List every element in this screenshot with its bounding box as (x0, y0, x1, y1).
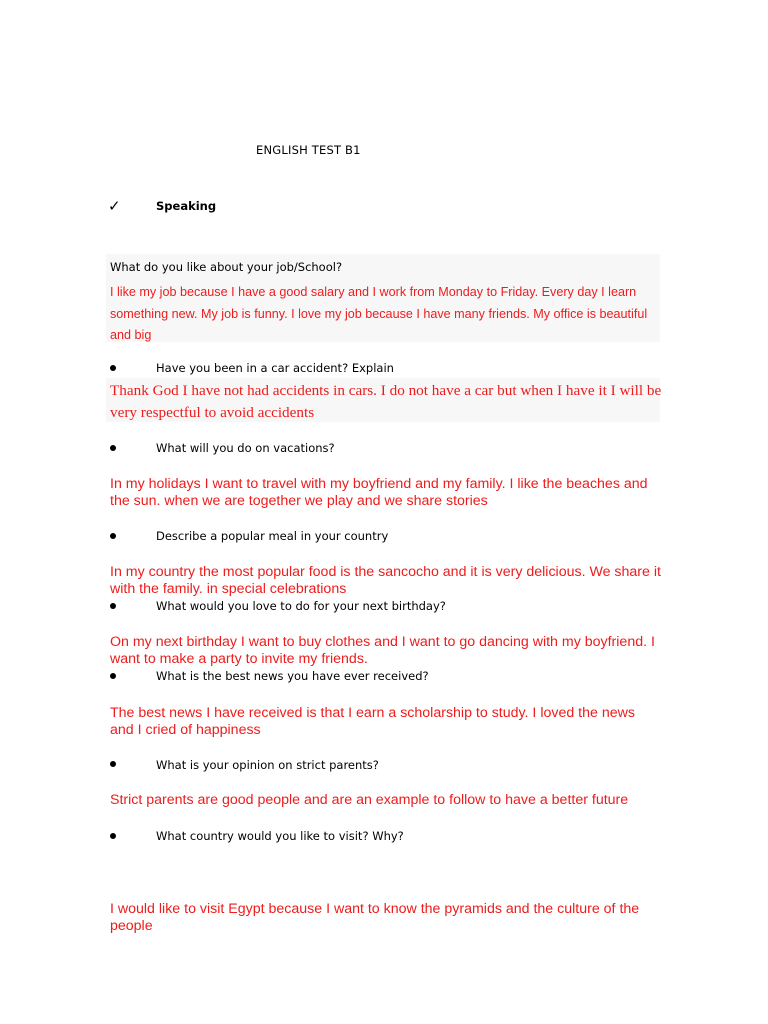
answer-4: In my country the most popular food is the sancocho and it is very delicious. We share it with the family. in special celebrations (110, 564, 661, 597)
answer-6: The best news I have received is that I earn a scholarship to study. I loved the news and I cried of happiness (110, 705, 635, 738)
section-label-speaking: Speaking (156, 199, 217, 213)
bullet-icon (110, 533, 116, 539)
question-4: Describe a popular meal in your country (156, 529, 389, 543)
answer-7: Strict parents are good people and are an example to follow to have a better future (110, 792, 629, 808)
bullet-icon (110, 365, 116, 371)
answer-2: Thank God I have not had accidents in cars. I do not have a car but when I have it I will be very respectful to avoid accidents (110, 382, 662, 421)
question-8: What country would you like to visit? Why? (156, 829, 404, 843)
question-1: What do you like about your job/School? (110, 260, 343, 274)
question-7: What is your opinion on strict parents? (156, 758, 379, 772)
answer-5: On my next birthday I want to buy clothes and I want to go dancing with my boyfriend. I want to make a party to invite my friends. (110, 634, 655, 667)
answer-8: I would like to visit Egypt because I want to know the pyramids and the culture of the people (110, 901, 640, 934)
question-3: What will you do on vacations? (156, 441, 335, 455)
bullet-icon (110, 673, 116, 679)
bullet-icon (110, 833, 116, 839)
bullet-icon (110, 761, 116, 767)
question-6: What is the best news you have ever received? (156, 669, 429, 683)
answer-1: I like my job because I have a good salary and I work from Monday to Friday. Every day I learn something new. My job is funny. I love my job because I have many friends. My office is beautiful and big (110, 285, 648, 342)
answer-3: In my holidays I want to travel with my boyfriend and my family. I like the beaches and the sun. when we are together we play and we share stories (110, 476, 648, 509)
document-title: ENGLISH TEST B1 (256, 143, 361, 157)
bullet-icon (110, 445, 116, 451)
check-mark-icon: ✓ (108, 197, 121, 215)
question-2: Have you been in a car accident? Explain (156, 361, 394, 375)
question-5: What would you love to do for your next birthday? (156, 599, 446, 613)
bullet-icon (110, 603, 116, 609)
